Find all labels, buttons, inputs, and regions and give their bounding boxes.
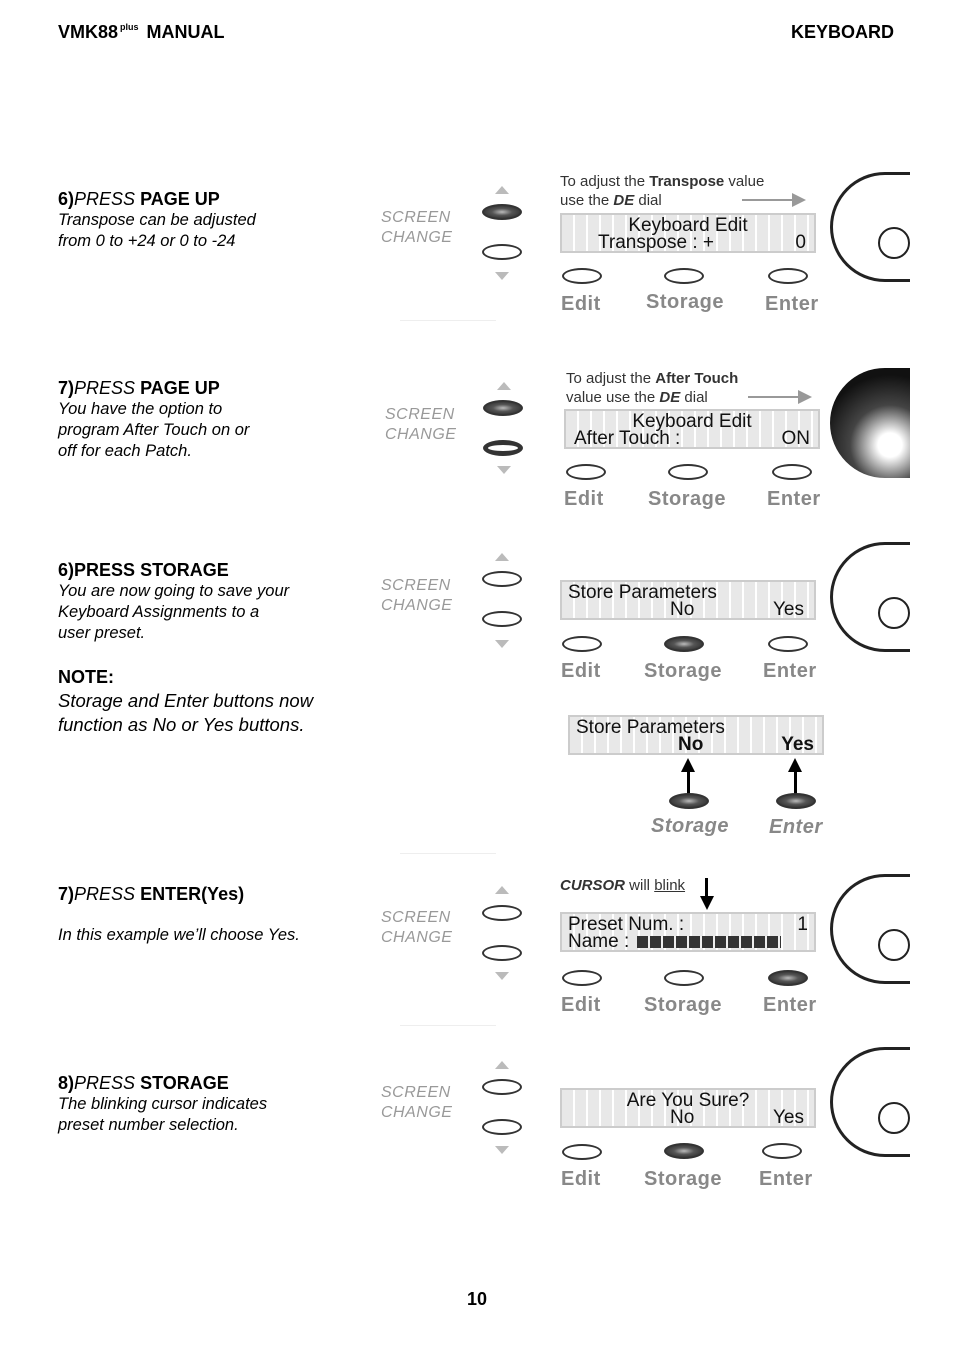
- de-dial[interactable]: [830, 172, 910, 282]
- de-dial[interactable]: [830, 1047, 910, 1157]
- enter-label: Enter: [763, 994, 817, 1016]
- edit-button[interactable]: [566, 464, 606, 480]
- page-down-arrow-icon: [495, 1146, 509, 1154]
- diagram-preset-num: [470, 870, 910, 1020]
- screen-change-label: SCREEN CHANGE: [381, 209, 453, 246]
- dial-knob-icon: [878, 597, 910, 629]
- step-heading: 7)PRESS ENTER(Yes): [58, 884, 245, 904]
- edit-label: Edit: [561, 1168, 601, 1190]
- storage-label: Storage: [651, 815, 729, 837]
- lcd-display: Store Parameters No Yes: [568, 715, 824, 755]
- edit-label: Edit: [561, 994, 601, 1016]
- edit-label: Edit: [561, 293, 601, 315]
- enter-button[interactable]: [772, 464, 812, 480]
- store-detail-diagram: [470, 712, 910, 842]
- enter-label: Enter: [763, 660, 817, 682]
- step-heading: 8)PRESS STORAGE: [58, 1073, 229, 1093]
- page-up-button[interactable]: [482, 204, 522, 220]
- page-up-button[interactable]: [483, 400, 523, 416]
- enter-button[interactable]: [768, 970, 808, 986]
- storage-label: Storage: [644, 660, 722, 682]
- diagram-store-parameters: [470, 540, 910, 690]
- hint-text: CURSOR will blink: [560, 877, 686, 894]
- down-arrow-icon: [705, 878, 708, 898]
- storage-label: Storage: [646, 291, 724, 313]
- page-up-arrow-icon: [497, 382, 511, 390]
- page-down-button[interactable]: [482, 611, 522, 627]
- dial-knob-icon: [878, 1102, 910, 1134]
- step-desc-line: program After Touch on or: [58, 421, 250, 439]
- enter-label: Enter: [759, 1168, 813, 1190]
- storage-label: Storage: [648, 488, 726, 510]
- diagram-transpose: [470, 170, 910, 320]
- step-press-enter: [58, 883, 348, 946]
- screen-change-label: SCREEN CHANGE: [381, 1084, 453, 1121]
- screen-change-label: SCREEN CHANGE: [381, 577, 453, 614]
- screen-change-label: SCREEN CHANGE: [381, 909, 453, 946]
- page-down-button[interactable]: [482, 244, 522, 260]
- enter-button[interactable]: [762, 1143, 802, 1159]
- step-heading: 7)PRESS PAGE UP: [58, 378, 220, 398]
- step-desc-line: user preset.: [58, 624, 146, 642]
- storage-button[interactable]: [668, 464, 708, 480]
- page-down-button[interactable]: [482, 1119, 522, 1135]
- page-down-button[interactable]: [483, 440, 523, 456]
- lcd-display: Keyboard Edit After Touch : ON: [564, 409, 820, 449]
- lcd-display: Preset Num. : 1 Name :: [560, 912, 816, 952]
- de-dial[interactable]: [830, 874, 910, 984]
- de-dial[interactable]: [830, 542, 910, 652]
- diagram-after-touch: [470, 366, 910, 516]
- step-desc-line: off for each Patch.: [58, 442, 192, 460]
- edit-button[interactable]: [562, 268, 602, 284]
- right-arrow-icon: [742, 199, 802, 201]
- enter-button[interactable]: [776, 793, 816, 809]
- step-heading: 6)PRESS STORAGE: [58, 560, 229, 580]
- storage-button[interactable]: [664, 636, 704, 652]
- storage-button[interactable]: [669, 793, 709, 809]
- hint-text: To adjust the Transpose value use the DE dial: [560, 173, 765, 209]
- page-up-arrow-icon: [495, 1061, 509, 1069]
- step-desc-line: You are now going to save your: [58, 582, 290, 600]
- page-up-arrow-icon: [495, 553, 509, 561]
- storage-label: Storage: [644, 994, 722, 1016]
- storage-button[interactable]: [664, 268, 704, 284]
- screen-change-label: SCREEN CHANGE: [385, 406, 457, 443]
- page-down-arrow-icon: [497, 466, 511, 474]
- step-confirm-storage: [58, 1072, 358, 1136]
- step-desc-line: The blinking cursor indicates: [58, 1095, 268, 1113]
- page-up-button[interactable]: [482, 571, 522, 587]
- edit-label: Edit: [564, 488, 604, 510]
- page-number: 10: [466, 1289, 488, 1309]
- page-down-arrow-icon: [495, 640, 509, 648]
- step-after-touch: [58, 377, 358, 462]
- step-transpose: [58, 188, 358, 252]
- storage-button[interactable]: [664, 970, 704, 986]
- enter-label: Enter: [769, 816, 823, 838]
- right-arrow-icon: [748, 396, 808, 398]
- step-desc-line: Transpose can be adjusted: [58, 211, 256, 229]
- note-title: NOTE:: [58, 667, 114, 687]
- dial-knob-icon: [882, 430, 910, 458]
- page-up-arrow-icon: [495, 186, 509, 194]
- diagram-are-you-sure: [470, 1045, 910, 1195]
- storage-button[interactable]: [664, 1143, 704, 1159]
- page-up-arrow-icon: [495, 886, 509, 894]
- page-up-button[interactable]: [482, 1079, 522, 1095]
- enter-label: Enter: [765, 293, 819, 315]
- edit-label: Edit: [561, 660, 601, 682]
- edit-button[interactable]: [562, 636, 602, 652]
- page-down-arrow-icon: [495, 272, 509, 280]
- enter-button[interactable]: [768, 636, 808, 652]
- lcd-display: Keyboard Edit Transpose : + 0: [560, 213, 816, 253]
- step-desc-line: You have the option to: [58, 400, 223, 418]
- page-down-button[interactable]: [482, 945, 522, 961]
- section-title: KEYBOARD: [790, 22, 894, 42]
- edit-button[interactable]: [562, 970, 602, 986]
- page-up-button[interactable]: [482, 905, 522, 921]
- step-heading: 6)PRESS PAGE UP: [58, 189, 220, 209]
- dial-knob-icon: [878, 227, 910, 259]
- enter-label: Enter: [767, 488, 821, 510]
- lcd-display: Are You Sure? No Yes: [560, 1088, 816, 1128]
- step-desc-line: preset number selection.: [58, 1116, 239, 1134]
- edit-button[interactable]: [562, 1144, 602, 1160]
- lcd-display: Store Parameters No Yes: [560, 580, 816, 620]
- step-press-storage: [58, 559, 358, 644]
- step-desc-line: from 0 to +24 or 0 to -24: [58, 232, 236, 250]
- enter-button[interactable]: [768, 268, 808, 284]
- step-desc-line: In this example we’ll choose Yes.: [58, 926, 300, 944]
- manual-title: VMK88 $^{plus}$ MANUAL: [58, 22, 225, 42]
- de-dial[interactable]: [830, 368, 910, 478]
- dial-knob-icon: [878, 929, 910, 961]
- step-desc-line: Keyboard Assignments to a: [58, 603, 260, 621]
- hint-text: To adjust the After Touch value use the DE dial: [566, 370, 739, 406]
- page-down-arrow-icon: [495, 972, 509, 980]
- storage-label: Storage: [644, 1168, 722, 1190]
- note-text: Storage and Enter buttons now function as No or Yes buttons.: [58, 690, 314, 735]
